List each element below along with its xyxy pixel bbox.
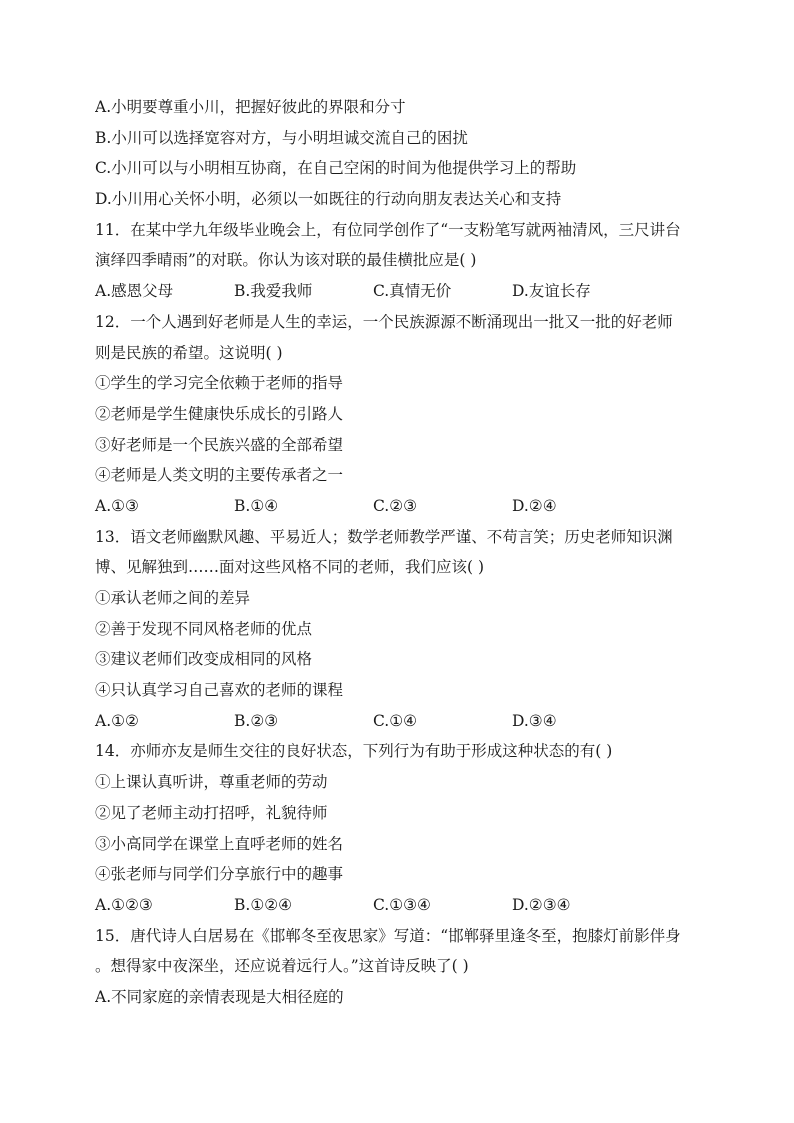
q13-option-d: D.③④ xyxy=(512,711,557,730)
q12-option-a: A.①③ xyxy=(95,496,139,515)
q10-option-d: D.小川用心关怀小明，必须以一如既往的行动向朋友表达关心和支持 xyxy=(95,190,562,209)
q11-stem-line-2: 演绎四季晴雨”的对联。你认为该对联的最佳横批应是( ) xyxy=(95,251,477,270)
q14-options xyxy=(95,890,715,921)
q14-option-b: B.①②④ xyxy=(234,895,293,914)
q14-option-c: C.①③④ xyxy=(373,895,431,914)
q13-option-b: B.②③ xyxy=(234,711,279,730)
q12-option-d: D.②④ xyxy=(512,496,557,515)
q12-statement-3: ③好老师是一个民族兴盛的全部希望 xyxy=(95,435,344,454)
q15-stem-line-2: 。想得家中夜深坐，还应说着远行人。”这首诗反映了( ) xyxy=(95,957,469,976)
q14-option-d: D.②③④ xyxy=(512,895,571,914)
q12-statement-1: ①学生的学习完全依赖于老师的指导 xyxy=(95,374,344,393)
q15-option-a: A.不同家庭的亲情表现是大相径庭的 xyxy=(95,987,344,1006)
q10-option-a: A.小明要尊重小川，把握好彼此的界限和分寸 xyxy=(95,98,406,116)
q14-statement-2: ②见了老师主动打招呼，礼貌待师 xyxy=(95,803,328,822)
q13-option-a: A.①② xyxy=(95,711,139,730)
q13-statement-2: ②善于发现不同风格老师的优点 xyxy=(95,619,313,638)
q11-options xyxy=(95,276,715,307)
q13-statement-4: ④只认真学习自己喜欢的老师的课程 xyxy=(95,681,344,700)
q11-stem-line-1: 11．在某中学九年级毕业晚会上，有位同学创作了“一支粉笔写就两袖清风，三尺讲台 xyxy=(95,220,681,239)
q10-option-b: B.小川可以选择宽容对方，与小明坦诚交流自己的困扰 xyxy=(95,128,468,147)
q13-stem-line-1: 13．语文老师幽默风趣、平易近人；数学老师教学严谨、不苟言笑；历史老师知识渊 xyxy=(95,527,673,546)
q13-stem-line-2: 博、见解独到……面对这些风格不同的老师，我们应该( ) xyxy=(95,558,485,577)
q13-statement-3: ③建议老师们改变成相同的风格 xyxy=(95,650,313,669)
q11-option-d: D.友谊长存 xyxy=(512,282,591,301)
q12-stem-line-2: 则是民族的希望。这说明( ) xyxy=(95,343,283,362)
q11-option-c: C.真情无价 xyxy=(373,282,452,301)
q13-statement-1: ①承认老师之间的差异 xyxy=(95,589,251,607)
q14-statement-1: ①上课认真听讲，尊重老师的劳动 xyxy=(95,773,328,792)
q14-statement-3: ③小高同学在课堂上直呼老师的姓名 xyxy=(95,834,344,853)
q14-stem-line-1: 14．亦师亦友是师生交往的良好状态，下列行为有助于形成这种状态的有( ) xyxy=(95,742,613,761)
q12-option-b: B.①④ xyxy=(234,496,279,515)
q14-option-a: A.①②③ xyxy=(95,895,153,914)
q10-option-c: C.小川可以与小明相互协商，在自己空闲的时间为他提供学习上的帮助 xyxy=(95,159,577,178)
q13-option-c: C.①④ xyxy=(373,711,418,730)
question-content xyxy=(95,92,715,1013)
q14-statement-4: ④张老师与同学们分享旅行中的趣事 xyxy=(95,865,344,884)
q12-statement-4: ④老师是人类文明的主要传承者之一 xyxy=(95,466,344,485)
q11-option-b: B.我爱我师 xyxy=(234,282,313,301)
q12-statement-2: ②老师是学生健康快乐成长的引路人 xyxy=(95,404,344,423)
q12-option-c: C.②③ xyxy=(373,496,418,515)
q13-options xyxy=(95,706,715,737)
q12-stem-line-1: 12．一个人遇到好老师是人生的幸运，一个民族源源不断涌现出一批又一批的好老师 xyxy=(95,312,673,331)
q12-options xyxy=(95,491,715,522)
q15-stem-line-1: 15．唐代诗人白居易在《邯郸冬至夜思家》写道：“邯郸驿里逢冬至，抱膝灯前影伴身 xyxy=(95,926,681,945)
q11-option-a: A.感恩父母 xyxy=(95,282,174,301)
